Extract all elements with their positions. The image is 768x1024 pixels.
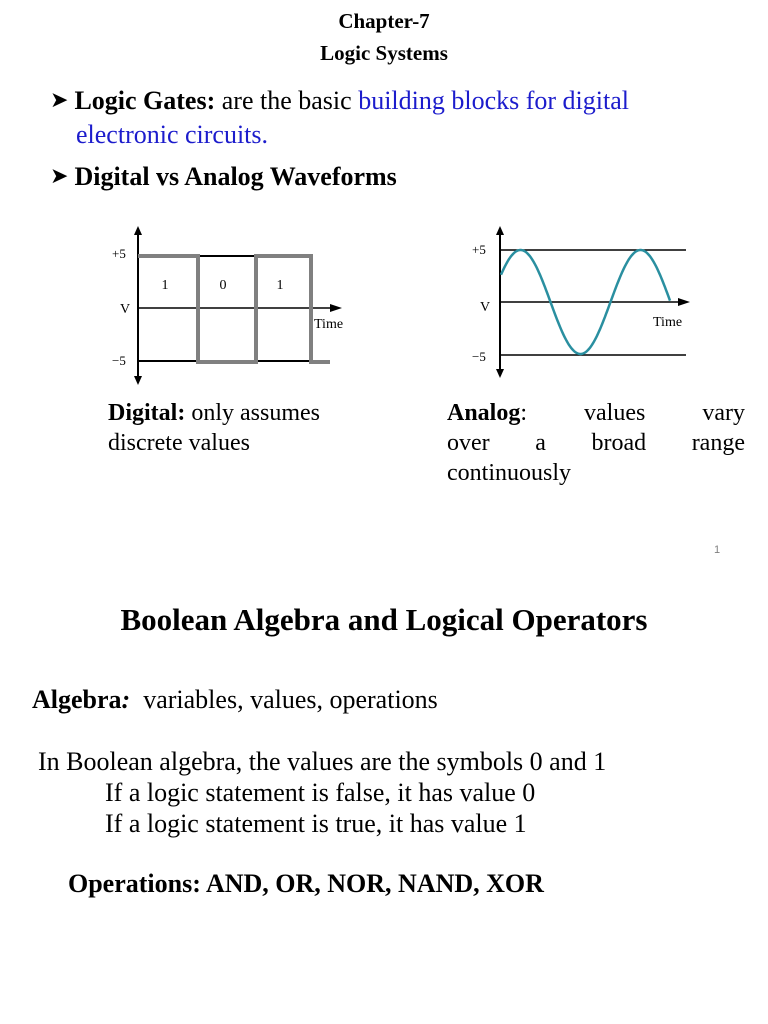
y-top-label: +5: [112, 246, 126, 261]
algebra-line: [32, 684, 438, 716]
analog-text-line3: continuously: [447, 460, 571, 486]
digital-description: [108, 398, 388, 458]
bullet-highlight: building blocks for digital: [358, 86, 629, 115]
bit-label: 1: [161, 278, 169, 293]
analog-description: [447, 398, 745, 488]
digital-text-line2: discrete values: [108, 430, 250, 456]
analog-text-line2: over a broad range: [447, 430, 745, 456]
algebra-colon: :: [121, 685, 131, 714]
y-mid-label: V: [480, 300, 491, 315]
bullet-logic-gates: [50, 84, 629, 119]
bullet-text: are the basic: [215, 86, 359, 115]
digital-text: only assumes: [185, 400, 320, 426]
y-axis-arrow-up: [134, 226, 142, 235]
bit-label: 1: [276, 278, 284, 293]
y-axis-arrow-down: [496, 369, 504, 378]
arrow-bullet-icon: ➤: [50, 163, 69, 188]
analog-colon: :: [520, 400, 528, 426]
operations-line: Operations: AND, OR, NOR, NAND, XOR: [68, 869, 544, 898]
bit-label: 0: [219, 278, 227, 293]
algebra-text: variables, values, operations: [143, 685, 438, 714]
y-bottom-label: −5: [112, 353, 126, 368]
digital-waveform-diagram: [100, 225, 360, 390]
digital-label: Digital:: [108, 400, 186, 426]
false-value-line: If a logic statement is false, it has value 0: [105, 778, 536, 807]
true-value-line: If a logic statement is true, it has value 1: [105, 809, 527, 838]
slide-title: Boolean Algebra and Logical Operators: [120, 602, 648, 637]
analog-text: values vary: [584, 400, 745, 426]
bullet-label: Logic Gates:: [74, 86, 216, 115]
analog-waveform-diagram: [460, 225, 710, 380]
bullet-highlight-continued: electronic circuits.: [76, 120, 269, 149]
arrow-bullet-icon: ➤: [50, 87, 69, 112]
digital-square-wave: [138, 256, 330, 362]
y-top-label: +5: [472, 242, 486, 257]
x-axis-label: Time: [653, 315, 683, 330]
algebra-label: Algebra: [32, 685, 122, 714]
chapter-heading: Chapter-7: [338, 9, 430, 33]
y-mid-label: V: [120, 302, 131, 317]
analog-label: Analog: [447, 400, 521, 426]
y-axis-arrow-down: [134, 376, 142, 385]
bullet-waveforms: [50, 160, 397, 195]
y-axis-arrow-up: [496, 226, 504, 235]
chapter-subtitle: Logic Systems: [320, 41, 448, 65]
bullet-label: Digital vs Analog Waveforms: [74, 162, 397, 191]
y-bottom-label: −5: [472, 349, 486, 364]
x-axis-arrow: [678, 298, 690, 306]
slide-number: 1: [714, 544, 721, 556]
boolean-values-line: In Boolean algebra, the values are the symbols 0 and 1: [38, 747, 607, 776]
x-axis-label: Time: [314, 317, 344, 332]
x-axis-arrow: [330, 304, 342, 312]
